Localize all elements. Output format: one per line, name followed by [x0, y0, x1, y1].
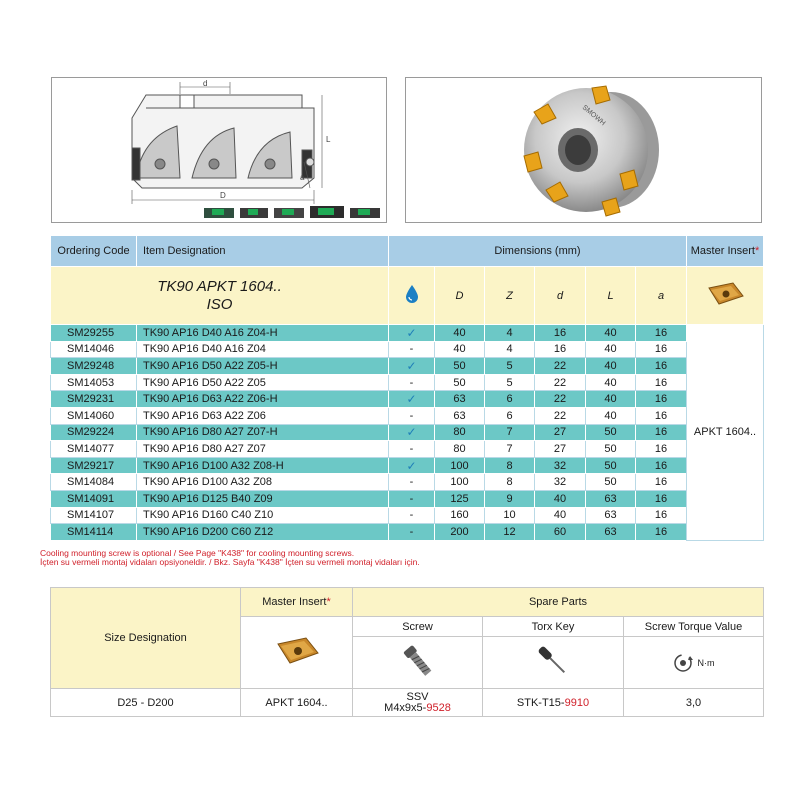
dim-cell-d: 40: [535, 507, 586, 524]
cooling-note-tr: İçten su vermeli montaj vidaları opsiyoneldir. / Bkz. Sayfa "K438" İçten su vermeli montaj vidaları için.: [40, 557, 420, 567]
designation-cell: TK90 AP16 D40 A16 Z04-H: [137, 325, 389, 342]
dim-cell-a: 16: [636, 374, 687, 391]
dim-cell-d: 32: [535, 457, 586, 474]
dim-label-d: d: [203, 79, 208, 88]
torque-image: [624, 637, 764, 689]
dim-cell-D: 50: [435, 374, 485, 391]
dim-cell-a: 16: [636, 407, 687, 424]
dim-cell-L: 63: [586, 490, 636, 507]
ordering-code-cell: SM29231: [51, 391, 137, 408]
designation-cell: TK90 AP16 D80 A27 Z07: [137, 441, 389, 458]
table-row: [51, 490, 764, 507]
coolant-cell: -: [389, 441, 435, 458]
dim-cell-a: 16: [636, 358, 687, 375]
designation-cell: TK90 AP16 D100 A32 Z08-H: [137, 457, 389, 474]
coolant-cell: -: [389, 474, 435, 491]
dim-cell-D: 100: [435, 457, 485, 474]
dim-cell-D: 63: [435, 391, 485, 408]
torx-key-value: STK-T15-9910: [483, 689, 624, 717]
ordering-code-cell: SM14077: [51, 441, 137, 458]
size-designation-header: Size Designation: [51, 588, 241, 689]
dim-cell-a: 16: [636, 325, 687, 342]
ordering-code-cell: SM14053: [51, 374, 137, 391]
dim-header-d: d: [535, 267, 586, 325]
dim-cell-D: 160: [435, 507, 485, 524]
torx-key-header: Torx Key: [483, 617, 624, 637]
dim-cell-L: 40: [586, 325, 636, 342]
dim-header-a: a: [636, 267, 687, 325]
dim-cell-D: 80: [435, 424, 485, 441]
ordering-code-cell: SM29255: [51, 325, 137, 342]
dim-cell-D: 63: [435, 407, 485, 424]
coolant-cell: -: [389, 524, 435, 541]
table-row: [51, 524, 764, 541]
dim-cell-D: 200: [435, 524, 485, 541]
dim-cell-L: 40: [586, 407, 636, 424]
dim-cell-a: 16: [636, 341, 687, 358]
dim-cell-d: 16: [535, 325, 586, 342]
cutter-photo: [406, 78, 763, 224]
dim-header-Z: Z: [485, 267, 535, 325]
coolant-cell: -: [389, 407, 435, 424]
product-photo-panel: [405, 77, 762, 223]
technical-drawing-panel: [51, 77, 387, 223]
table-row: [51, 457, 764, 474]
dim-cell-a: 16: [636, 490, 687, 507]
dim-cell-D: 40: [435, 325, 485, 342]
table-row: [51, 507, 764, 524]
series-title: TK90 APKT 1604.. ISO: [51, 267, 389, 325]
spare-parts-table: [50, 587, 764, 717]
table-row: [51, 474, 764, 491]
dim-cell-d: 27: [535, 441, 586, 458]
insert-icon: [272, 634, 322, 668]
dim-cell-d: 16: [535, 341, 586, 358]
dim-cell-a: 16: [636, 391, 687, 408]
header-ordering-code: Ordering Code: [51, 236, 137, 267]
insert-value: APKT 1604..: [241, 689, 353, 717]
dim-cell-a: 16: [636, 474, 687, 491]
coolant-cell: -: [389, 507, 435, 524]
designation-cell: TK90 AP16 D160 C40 Z10: [137, 507, 389, 524]
ordering-code-cell: SM14046: [51, 341, 137, 358]
dim-cell-a: 16: [636, 424, 687, 441]
torque-value: 3,0: [624, 689, 764, 717]
master-insert-value: APKT 1604..: [687, 325, 764, 541]
dim-cell-Z: 8: [485, 474, 535, 491]
dim-cell-L: 40: [586, 341, 636, 358]
dim-cell-a: 16: [636, 524, 687, 541]
designation-cell: TK90 AP16 D100 A32 Z08: [137, 474, 389, 491]
torx-key-icon: [533, 641, 573, 681]
screw-icon: [398, 641, 438, 681]
dim-label-D: D: [220, 191, 226, 200]
dim-cell-Z: 5: [485, 374, 535, 391]
header-master-insert: Master Insert*: [687, 236, 764, 267]
table-row: [51, 407, 764, 424]
dim-cell-Z: 9: [485, 490, 535, 507]
designation-cell: TK90 AP16 D40 A16 Z04: [137, 341, 389, 358]
table-row: [51, 325, 764, 342]
table-row: [51, 424, 764, 441]
designation-cell: TK90 AP16 D50 A22 Z05: [137, 374, 389, 391]
coolant-cell: -: [389, 374, 435, 391]
dim-cell-Z: 10: [485, 507, 535, 524]
coolant-cell: -: [389, 490, 435, 507]
torque-wrench-icon: [672, 652, 694, 674]
photo-engraving: SMOWH: [580, 104, 607, 128]
screw-value: SSV M4x9x5-9528: [353, 689, 483, 717]
screw-image: [353, 637, 483, 689]
coolant-column-header: [389, 267, 435, 325]
ordering-code-cell: SM29217: [51, 457, 137, 474]
coolant-check-icon: ✓: [389, 424, 435, 441]
cutter-drawing: [52, 78, 388, 224]
header-item-designation: Item Designation: [137, 236, 389, 267]
insert-thumbnails: [204, 206, 380, 218]
torque-header: Screw Torque Value: [624, 617, 764, 637]
cooling-note-en: Cooling mounting screw is optional / See Page "K438" for cooling mounting screws.: [40, 548, 355, 558]
ordering-code-cell: SM29224: [51, 424, 137, 441]
dim-cell-d: 22: [535, 374, 586, 391]
table-row: [51, 358, 764, 375]
insert-icon: [703, 280, 747, 308]
spare-parts-header: Spare Parts: [353, 588, 764, 617]
dim-cell-d: 22: [535, 391, 586, 408]
dim-cell-Z: 6: [485, 391, 535, 408]
dim-cell-Z: 5: [485, 358, 535, 375]
designation-cell: TK90 AP16 D200 C60 Z12: [137, 524, 389, 541]
dim-label-a: a: [300, 173, 305, 182]
dim-cell-d: 22: [535, 358, 586, 375]
coolant-check-icon: ✓: [389, 358, 435, 375]
coolant-check-icon: ✓: [389, 457, 435, 474]
dim-cell-Z: 6: [485, 407, 535, 424]
ordering-code-cell: SM14060: [51, 407, 137, 424]
screw-header: Screw: [353, 617, 483, 637]
dim-header-D: D: [435, 267, 485, 325]
water-drop-icon: [404, 284, 420, 304]
table-row: [51, 374, 764, 391]
designation-cell: TK90 AP16 D63 A22 Z06-H: [137, 391, 389, 408]
dim-header-L: L: [586, 267, 636, 325]
spare-master-insert-header: Master Insert*: [241, 588, 353, 617]
dim-cell-Z: 7: [485, 441, 535, 458]
dim-cell-a: 16: [636, 507, 687, 524]
torque-unit: N·m: [697, 657, 715, 668]
designation-cell: TK90 AP16 D63 A22 Z06: [137, 407, 389, 424]
dim-cell-Z: 7: [485, 424, 535, 441]
dim-cell-d: 32: [535, 474, 586, 491]
dim-cell-Z: 12: [485, 524, 535, 541]
dim-cell-Z: 4: [485, 341, 535, 358]
dim-cell-D: 125: [435, 490, 485, 507]
ordering-code-cell: SM14114: [51, 524, 137, 541]
dim-cell-L: 40: [586, 374, 636, 391]
specification-table: [50, 235, 764, 541]
dim-cell-d: 60: [535, 524, 586, 541]
dim-cell-L: 63: [586, 524, 636, 541]
dim-cell-d: 40: [535, 490, 586, 507]
dim-cell-L: 50: [586, 441, 636, 458]
ordering-code-cell: SM14107: [51, 507, 137, 524]
dim-cell-L: 50: [586, 424, 636, 441]
coolant-check-icon: ✓: [389, 391, 435, 408]
dim-cell-a: 16: [636, 441, 687, 458]
spare-insert-image: [241, 617, 353, 689]
dim-cell-L: 50: [586, 457, 636, 474]
size-value: D25 - D200: [51, 689, 241, 717]
designation-cell: TK90 AP16 D125 B40 Z09: [137, 490, 389, 507]
dim-cell-d: 22: [535, 407, 586, 424]
designation-cell: TK90 AP16 D50 A22 Z05-H: [137, 358, 389, 375]
ordering-code-cell: SM14084: [51, 474, 137, 491]
header-dimensions: Dimensions (mm): [389, 236, 687, 267]
torx-key-image: [483, 637, 624, 689]
ordering-code-cell: SM14091: [51, 490, 137, 507]
dim-cell-L: 63: [586, 507, 636, 524]
dim-cell-D: 50: [435, 358, 485, 375]
table-row: [51, 441, 764, 458]
dim-cell-D: 100: [435, 474, 485, 491]
coolant-check-icon: ✓: [389, 325, 435, 342]
designation-cell: TK90 AP16 D80 A27 Z07-H: [137, 424, 389, 441]
dim-cell-L: 50: [586, 474, 636, 491]
dim-cell-Z: 4: [485, 325, 535, 342]
ordering-code-cell: SM29248: [51, 358, 137, 375]
master-insert-image: [687, 267, 764, 325]
coolant-cell: -: [389, 341, 435, 358]
table-row: [51, 391, 764, 408]
dim-label-L: L: [326, 135, 331, 144]
dim-cell-L: 40: [586, 391, 636, 408]
table-row: [51, 341, 764, 358]
dim-cell-a: 16: [636, 457, 687, 474]
dim-cell-L: 40: [586, 358, 636, 375]
dim-cell-Z: 8: [485, 457, 535, 474]
dim-cell-D: 40: [435, 341, 485, 358]
dim-cell-D: 80: [435, 441, 485, 458]
dim-cell-d: 27: [535, 424, 586, 441]
